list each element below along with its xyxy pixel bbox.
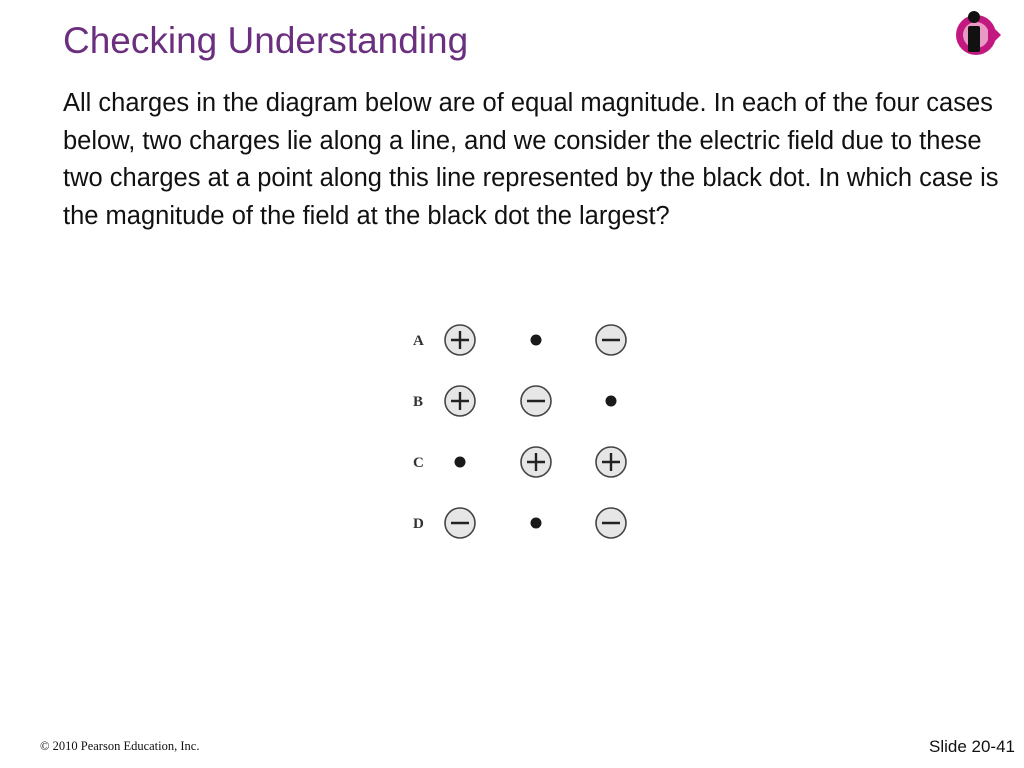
copyright-notice: © 2010 Pearson Education, Inc. [40, 739, 200, 753]
positive-charge [445, 386, 475, 416]
slide-title: Checking Understanding [63, 20, 469, 61]
negative-charge [596, 508, 626, 538]
row-label-a: A [413, 333, 424, 349]
question-text: All charges in the diagram below are of equal magnitude. In each of the four cases below, two charges lie along a line, and we consider the electric field due to these two charges at a point along this line represented by the black dot. In which case is the magnitude of the field at the black dot the largest? [63, 89, 999, 230]
negative-charge [596, 325, 626, 355]
info-i-icon [954, 8, 1002, 58]
negative-charge [521, 386, 551, 416]
row-label-b: B [413, 394, 424, 410]
field-point-dot [531, 335, 542, 346]
slide-number: Slide 20-41 [928, 737, 1015, 756]
field-point-dot [531, 518, 542, 529]
positive-charge [596, 447, 626, 477]
field-point-dot [455, 457, 466, 468]
negative-charge [445, 508, 475, 538]
positive-charge [521, 447, 551, 477]
field-point-dot [606, 396, 617, 407]
row-label-d: D [413, 516, 424, 532]
positive-charge [445, 325, 475, 355]
charge-diagram [400, 318, 640, 548]
row-label-c: C [413, 455, 424, 471]
